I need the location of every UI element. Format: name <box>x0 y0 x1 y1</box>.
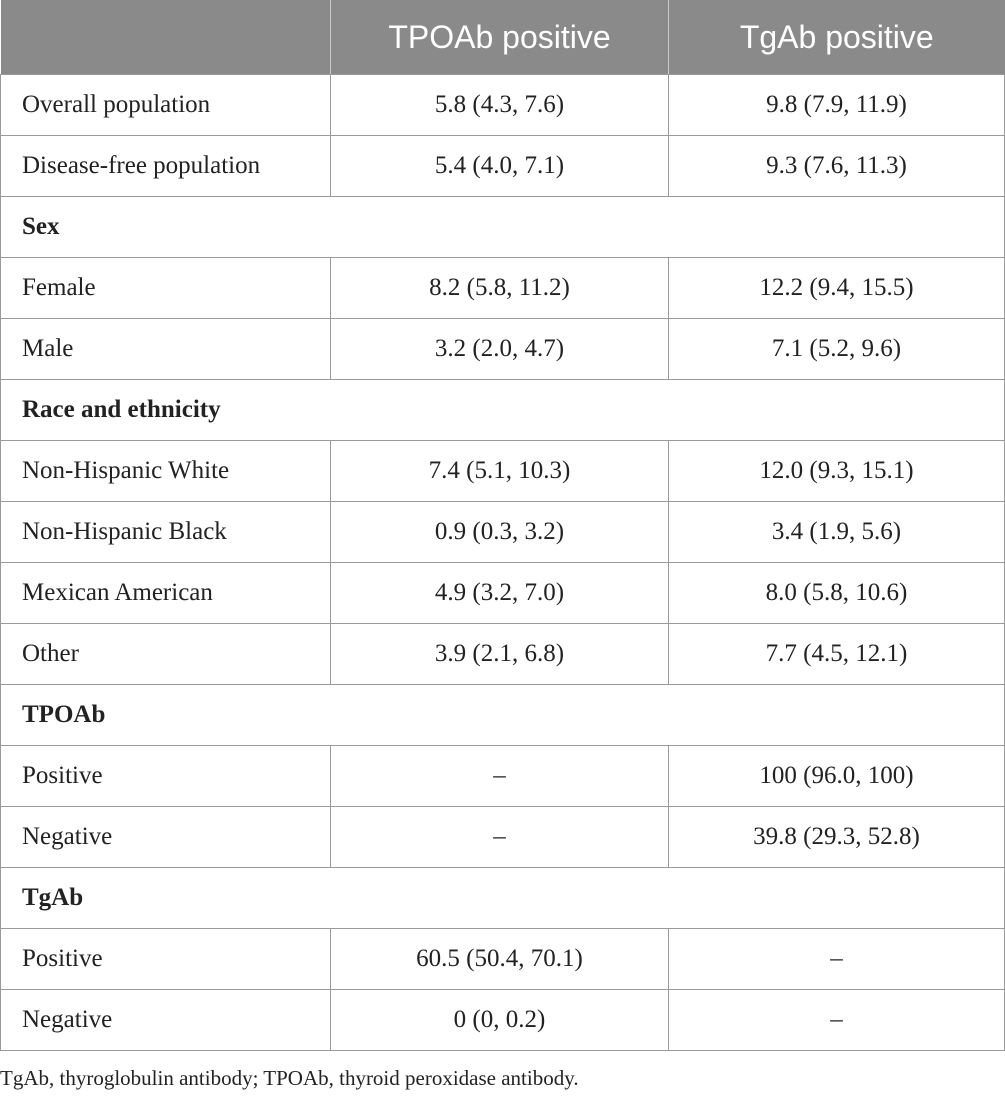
table-body <box>1 75 1005 1051</box>
tpoab-positive-value: 0.9 (0.3, 3.2) <box>331 502 669 563</box>
section-row <box>1 685 1005 746</box>
row-label: Mexican American <box>1 563 331 624</box>
tpoab-positive-value: 0 (0, 0.2) <box>331 990 669 1051</box>
table-row <box>1 624 1005 685</box>
row-label: Overall population <box>1 75 331 136</box>
header-cell-empty <box>1 0 331 75</box>
table-row <box>1 136 1005 197</box>
table-row <box>1 563 1005 624</box>
table-row <box>1 746 1005 807</box>
table-row <box>1 929 1005 990</box>
table-row <box>1 807 1005 868</box>
tpoab-positive-value: – <box>331 746 669 807</box>
tgab-positive-value: 7.7 (4.5, 12.1) <box>669 624 1005 685</box>
tpoab-positive-value: 5.8 (4.3, 7.6) <box>331 75 669 136</box>
header-cell-tpoab-positive: TPOAb positive <box>331 0 669 75</box>
section-row <box>1 380 1005 441</box>
table-header <box>1 0 1005 75</box>
tgab-positive-value: 100 (96.0, 100) <box>669 746 1005 807</box>
table-row <box>1 990 1005 1051</box>
table-row <box>1 441 1005 502</box>
tpoab-positive-value: 4.9 (3.2, 7.0) <box>331 563 669 624</box>
section-heading: TgAb <box>1 868 1005 929</box>
tpoab-positive-value: 60.5 (50.4, 70.1) <box>331 929 669 990</box>
tgab-positive-value: 9.8 (7.9, 11.9) <box>669 75 1005 136</box>
tgab-positive-value: 3.4 (1.9, 5.6) <box>669 502 1005 563</box>
table-row <box>1 75 1005 136</box>
row-label: Other <box>1 624 331 685</box>
row-label: Positive <box>1 929 331 990</box>
section-heading: Race and ethnicity <box>1 380 1005 441</box>
tgab-positive-value: 9.3 (7.6, 11.3) <box>669 136 1005 197</box>
section-row <box>1 868 1005 929</box>
header-row <box>1 0 1005 75</box>
row-label: Non-Hispanic White <box>1 441 331 502</box>
table-row <box>1 258 1005 319</box>
tpoab-positive-value: 8.2 (5.8, 11.2) <box>331 258 669 319</box>
tgab-positive-value: 12.2 (9.4, 15.5) <box>669 258 1005 319</box>
tgab-positive-value: – <box>669 990 1005 1051</box>
row-label: Negative <box>1 807 331 868</box>
tgab-positive-value: 39.8 (29.3, 52.8) <box>669 807 1005 868</box>
row-label: Female <box>1 258 331 319</box>
row-label: Disease-free population <box>1 136 331 197</box>
tgab-positive-value: 7.1 (5.2, 9.6) <box>669 319 1005 380</box>
section-heading: Sex <box>1 197 1005 258</box>
section-heading: TPOAb <box>1 685 1005 746</box>
header-cell-tgab-positive: TgAb positive <box>669 0 1005 75</box>
row-label: Negative <box>1 990 331 1051</box>
tgab-positive-value: – <box>669 929 1005 990</box>
tpoab-positive-value: 7.4 (5.1, 10.3) <box>331 441 669 502</box>
tpoab-positive-value: 3.2 (2.0, 4.7) <box>331 319 669 380</box>
tpoab-positive-value: 5.4 (4.0, 7.1) <box>331 136 669 197</box>
tgab-positive-value: 8.0 (5.8, 10.6) <box>669 563 1005 624</box>
row-label: Positive <box>1 746 331 807</box>
tpoab-positive-value: – <box>331 807 669 868</box>
table-footnote: TgAb, thyroglobulin antibody; TPOAb, thyroid peroxidase antibody. <box>0 1066 579 1090</box>
row-label: Non-Hispanic Black <box>1 502 331 563</box>
table-row <box>1 319 1005 380</box>
tgab-positive-value: 12.0 (9.3, 15.1) <box>669 441 1005 502</box>
table-row <box>1 502 1005 563</box>
section-row <box>1 197 1005 258</box>
row-label: Male <box>1 319 331 380</box>
tpoab-positive-value: 3.9 (2.1, 6.8) <box>331 624 669 685</box>
